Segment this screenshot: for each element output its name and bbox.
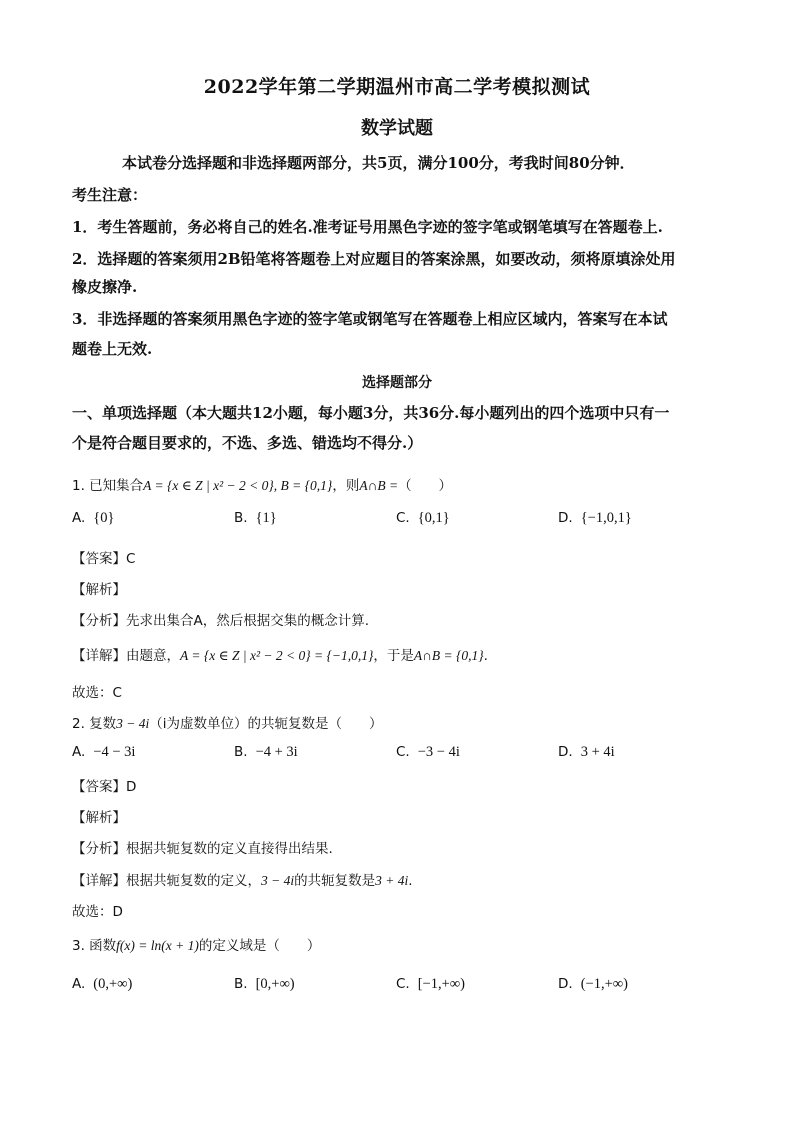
- intro-text: 本试卷分选择题和非选择题两部分，共5页，满分100分，考我时间80分钟．: [122, 154, 635, 172]
- q1-option-a: A. {0}: [72, 510, 115, 526]
- q2-conclusion: 故选：D: [72, 904, 123, 920]
- q1-stem: [72, 474, 732, 494]
- q1-stem-suffix: ，则: [332, 478, 360, 494]
- q3-option-d: D. (−1,+∞): [558, 976, 628, 992]
- q1-stem-math: A = {x ∈ Z | x² − 2 < 0}, B = {0,1}: [143, 478, 333, 493]
- q1-stem-math2: A∩B =: [359, 478, 399, 493]
- q2-analysis-heading: 【解析】: [72, 810, 126, 826]
- notice-item-2-line-2: 橡皮擦净.: [72, 278, 138, 296]
- q2-option-c: C. −3 − 4i: [396, 744, 460, 760]
- q3-option-c: C. [−1,+∞): [396, 976, 465, 992]
- notice-item-2-line-1: 2．选择题的答案须用2B铅笔将答题卷上对应题目的答案涂黑，如要改动，须将原填涂处用: [72, 250, 676, 268]
- q3-option-b: B. [0,+∞): [234, 976, 295, 992]
- q1-answer: 【答案】C: [72, 551, 136, 567]
- q2-answer: 【答案】D: [72, 779, 137, 795]
- q2-stem: 2. 复数3 − 4i（i为虚数单位）的共轭复数是（ ）: [72, 716, 383, 732]
- notice-heading: 考生注意：: [72, 186, 148, 204]
- q3-stem: 3. 函数f(x) = ln(x + 1)的定义域是（ ）: [72, 938, 321, 954]
- q1-analysis-heading: 【解析】: [72, 582, 126, 598]
- q1-option-b: B. {1}: [234, 510, 277, 526]
- q2-option-b: B. −4 + 3i: [234, 744, 298, 760]
- q1-option-d: D. {−1,0,1}: [558, 510, 632, 526]
- exam-subject: 数学试题: [361, 118, 433, 139]
- q1-option-c: C. {0,1}: [396, 510, 450, 526]
- q2-detail: 【详解】根据共轭复数的定义，3 − 4i的共轭复数是3 + 4i.: [72, 873, 413, 889]
- q1-conclusion: 故选：C: [72, 685, 122, 701]
- part1-instructions-line-1: 一、单项选择题（本大题共12小题，每小题3分，共36分.每小题列出的四个选项中只有一: [72, 404, 670, 422]
- section-title: 选择题部分: [362, 375, 432, 391]
- q2-option-d: D. 3 + 4i: [558, 744, 615, 760]
- q2-analysis: 【分析】根据共轭复数的定义直接得出结果.: [72, 841, 333, 857]
- q3-option-a: A. (0,+∞): [72, 976, 133, 992]
- q1-analysis: 【分析】先求出集合A，然后根据交集的概念计算.: [72, 613, 370, 629]
- part1-instructions-line-2: 个是符合题目要求的，不选、多选、错选均不得分.）: [72, 434, 423, 452]
- q2-option-a: A. −4 − 3i: [72, 744, 136, 760]
- q1-stem-prefix: 1. 已知集合: [72, 478, 144, 494]
- notice-item-3-line-1: 3．非选择题的答案须用黑色字迹的签字笔或钢笔写在答题卷上相应区域内，答案写在本试: [72, 310, 668, 328]
- notice-item-1: 1．考生答题前，务必将自己的姓名.准考证号用黑色字迹的签字笔或钢笔填写在答题卷上.: [72, 218, 663, 236]
- exam-title: 2022学年第二学期温州市高二学考模拟测试: [203, 76, 591, 98]
- q1-detail: 【详解】由题意，A = {x ∈ Z | x² − 2 < 0} = {−1,0,1}，于是A∩B = {0,1}.: [72, 648, 488, 664]
- notice-item-3-line-2: 题卷上无效.: [72, 340, 153, 358]
- q1-stem-end: （ ）: [398, 478, 453, 494]
